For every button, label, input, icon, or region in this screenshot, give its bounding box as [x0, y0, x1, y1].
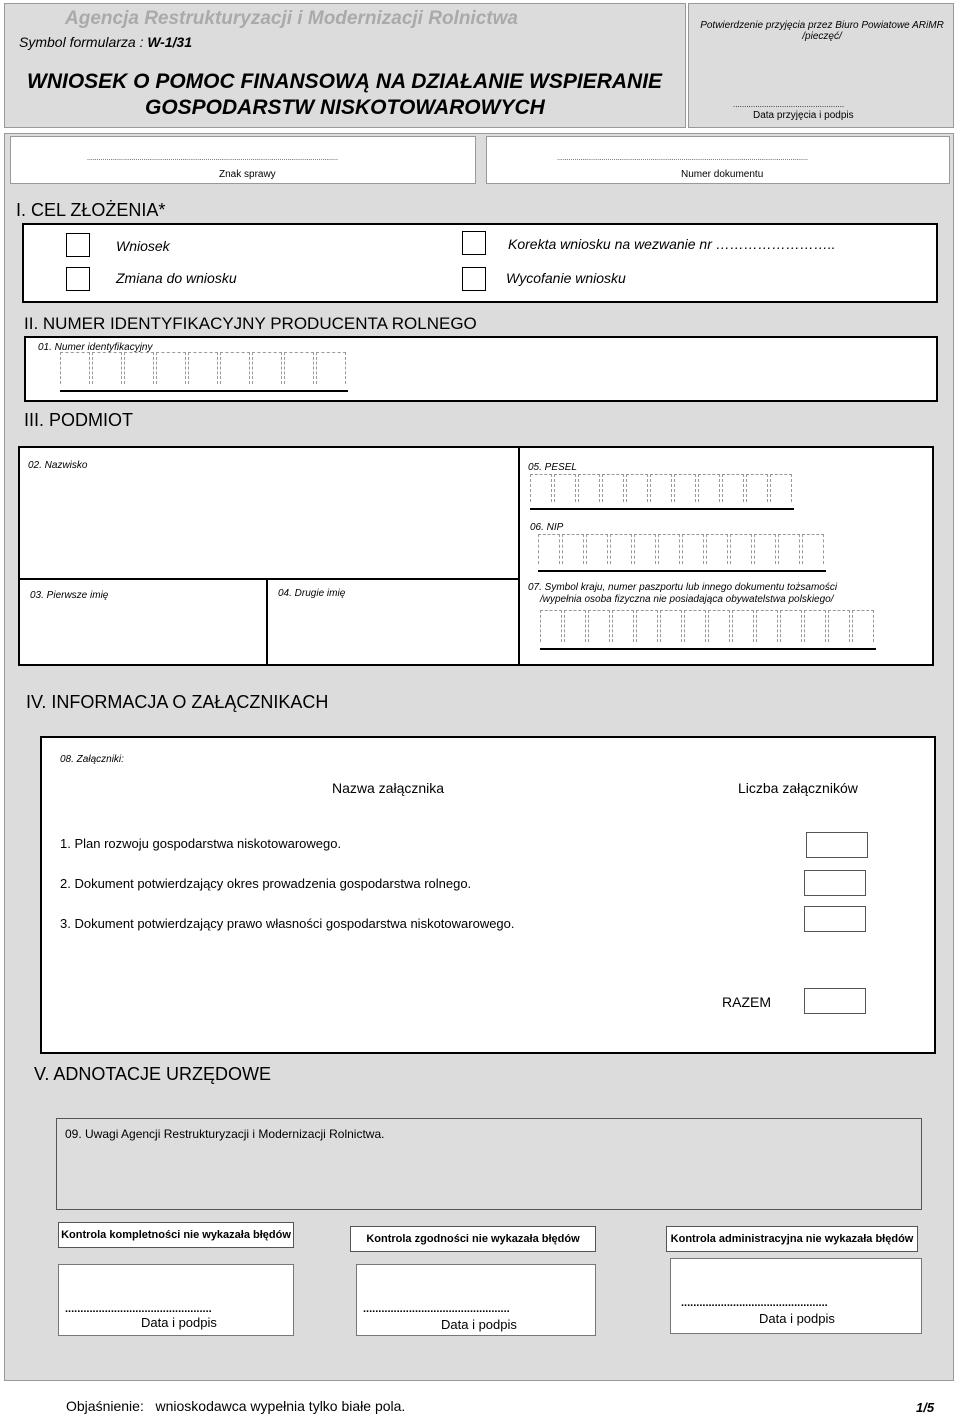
total-count[interactable] [804, 988, 866, 1014]
checkbox-wycofanie[interactable] [462, 267, 486, 291]
case-dots: ................................................................................................................................. [87, 155, 338, 162]
attachment-2: 2. Dokument potwierdzający okres prowadzenia gospodarstwa rolnego. [60, 876, 472, 891]
signature-box-2[interactable] [356, 1264, 596, 1336]
confirm-text [689, 20, 955, 42]
attachment-2-count[interactable] [804, 870, 866, 896]
field-05-label: 05. PESEL [528, 462, 577, 473]
field-08-label: 08. Załączniki: [60, 754, 124, 765]
option-korekta: Korekta wniosku na wezwanie nr …………………….. [508, 236, 836, 252]
sig2-dots: ................................................ [363, 1303, 510, 1315]
section1-title: I. CEL ZŁOŻENIA* [16, 200, 166, 220]
case-number-box[interactable] [10, 136, 476, 184]
second-name-input[interactable] [268, 580, 518, 664]
first-name-input[interactable] [20, 580, 266, 664]
field-01-label: 01. Numer identyfikacyjny [38, 342, 153, 353]
document-number-box[interactable] [486, 136, 950, 184]
attachment-3: 3. Dokument potwierdzający prawo własności gospodarstwa niskotowarowego. [60, 916, 515, 931]
header-left-panel [4, 3, 686, 128]
section5-title: V. ADNOTACJE URZĘDOWE [34, 1064, 272, 1084]
field-07-line1: 07. Symbol kraju, numer paszportu lub innego dokumentu tożsamości [528, 582, 838, 593]
section3-title: III. PODMIOT [24, 410, 134, 430]
footer-explanation: Objaśnienie: wnioskodawca wypełnia tylko białe pola. [66, 1398, 406, 1414]
checkbox-zmiana[interactable] [66, 267, 90, 291]
attachment-1: 1. Plan rozwoju gospodarstwa niskotowarowego. [60, 836, 342, 851]
field-03-label: 03. Pierwsze imię [30, 590, 109, 601]
section2-box [24, 336, 938, 402]
sig1-label: Data i podpis [141, 1315, 217, 1330]
confirm-line1: Potwierdzenie przyjęcia przez Biuro Powiatowe ARiMR [700, 20, 944, 31]
total-label: RAZEM [722, 994, 771, 1010]
sig3-label: Data i podpis [759, 1311, 835, 1326]
section4-box [40, 736, 936, 1054]
signature-box-3[interactable] [670, 1258, 922, 1334]
field-07-line2: /wypełnia osoba fizyczna nie posiadająca obywatelstwa polskiego/ [540, 594, 834, 605]
sig2-label: Data i podpis [441, 1317, 517, 1332]
surname-input[interactable] [20, 448, 518, 578]
field-07-label [528, 582, 837, 606]
remarks-box [56, 1118, 922, 1210]
field-04-label: 04. Drugie imię [278, 588, 346, 599]
doc-dots: ................................................................................................................................. [557, 155, 808, 162]
confirm-dots: .................................................. [733, 100, 845, 109]
field-06-label: 06. NIP [530, 522, 564, 533]
option-wycofanie: Wycofanie wniosku [506, 270, 626, 286]
passport-input[interactable] [540, 610, 876, 650]
agency-name: Agencja Restrukturyzacji i Modernizacji Rolnictwa [65, 8, 518, 29]
nip-input[interactable] [538, 534, 826, 572]
vertical-divider [518, 448, 520, 664]
doc-label: Numer dokumentu [681, 169, 764, 180]
header-confirm-panel [688, 3, 954, 128]
producer-id-input[interactable] [60, 352, 348, 392]
col-header-count: Liczba załączników [738, 780, 858, 796]
section4-title: IV. INFORMACJA O ZAŁĄCZNIKACH [26, 692, 329, 712]
option-wniosek: Wniosek [116, 238, 170, 254]
field-02-label: 02. Nazwisko [28, 460, 88, 471]
sig1-dots: ................................................ [65, 1303, 212, 1315]
form-symbol-label: Symbol formularza : [19, 34, 144, 50]
col-header-name: Nazwa załącznika [332, 780, 445, 796]
case-label: Znak sprawy [219, 169, 276, 180]
control-administrative: Kontrola administracyjna nie wykazała błędów [666, 1226, 918, 1252]
page-title-line2: GOSPODARSTW NISKOTOWAROWYCH [145, 96, 545, 119]
control-completeness: Kontrola kompletności nie wykazała błędów [58, 1222, 294, 1248]
form-symbol-value: W-1/31 [147, 34, 192, 50]
section3-box [18, 446, 934, 666]
sig3-dots: ................................................ [681, 1297, 828, 1309]
field-09-label: 09. Uwagi Agencji Restrukturyzacji i Modernizacji Rolnictwa. [65, 1127, 385, 1141]
page-title-line1: WNIOSEK O POMOC FINANSOWĄ NA DZIAŁANIE WSPIERANIE [27, 70, 663, 93]
checkbox-korekta[interactable] [462, 231, 486, 255]
checkbox-wniosek[interactable] [66, 233, 90, 257]
pesel-input[interactable] [530, 474, 794, 510]
signature-box-1[interactable] [58, 1264, 294, 1336]
form-symbol [19, 34, 192, 50]
option-zmiana: Zmiana do wniosku [116, 270, 237, 286]
confirm-sign-label: Data przyjęcia i podpis [753, 110, 854, 121]
attachment-3-count[interactable] [804, 906, 866, 932]
section1-box [22, 223, 938, 303]
confirm-line2: /pieczęć/ [802, 31, 842, 42]
control-consistency: Kontrola zgodności nie wykazała błędów [350, 1226, 596, 1252]
attachment-1-count[interactable] [806, 832, 868, 858]
page-number: 1/5 [916, 1400, 935, 1415]
section2-title: II. NUMER IDENTYFIKACYJNY PRODUCENTA ROLNEGO [24, 314, 477, 333]
